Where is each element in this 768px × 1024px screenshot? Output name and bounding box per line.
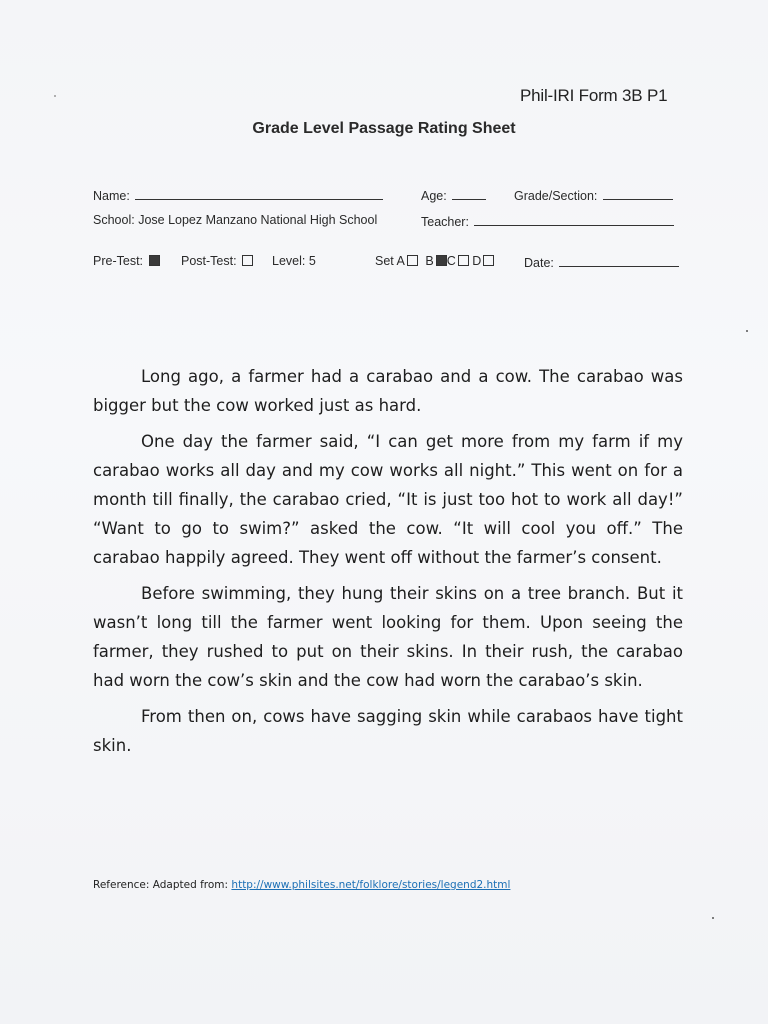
- level-label: Level:: [272, 254, 306, 268]
- passage-paragraph-1: Long ago, a farmer had a carabao and a cow. The carabao was bigger but the cow worked just as hard.: [93, 367, 683, 415]
- age-label: Age:: [421, 189, 447, 203]
- passage-paragraph-2: One day the farmer said, “I can get more from my farm if my carabao works all day and my cow works all night.” This went on for a month till finally, the carabao cried, “It is just too hot to work all day!” “Want to go to swim?” asked the cow. “It will cool you off.” The carabao happily agreed. They went off without the farmer’s consent.: [93, 432, 683, 567]
- school-label: School:: [93, 213, 135, 227]
- age-field[interactable]: [452, 187, 486, 200]
- passage-paragraph-3: Before swimming, they hung their skins on a tree branch. But it wasn’t long till the farmer went looking for them. Upon seeing the farmer, they rushed to put on their skins. In their rush, the carabao had worn the cow’s skin and the cow had worn the carabao’s skin.: [93, 584, 683, 690]
- pretest-label: Pre-Test:: [93, 254, 144, 268]
- set-b-checkbox[interactable]: [436, 255, 447, 266]
- set-d-checkbox[interactable]: [483, 255, 494, 266]
- test-row: [93, 254, 160, 268]
- date-field[interactable]: [559, 254, 679, 267]
- date-label: Date:: [524, 256, 554, 270]
- set-a-label: Set A: [375, 254, 405, 268]
- scan-speck: [746, 330, 748, 332]
- name-row: [93, 187, 383, 203]
- set-c-checkbox[interactable]: [458, 255, 469, 266]
- reference-label: Reference: Adapted from:: [93, 879, 229, 891]
- pretest-checkbox[interactable]: [149, 255, 160, 266]
- level-value: 5: [308, 254, 316, 268]
- posttest-row: [181, 254, 253, 268]
- teacher-label: Teacher:: [421, 215, 469, 229]
- set-c-label: C: [446, 254, 456, 268]
- grade-section-label: Grade/Section:: [514, 189, 598, 203]
- school-value: Jose Lopez Manzano National High School: [138, 213, 378, 227]
- set-d-label: D: [472, 254, 482, 268]
- posttest-label: Post-Test:: [181, 254, 237, 268]
- reading-passage: [93, 362, 683, 767]
- date-row: [524, 254, 679, 270]
- scan-speck: [712, 917, 714, 919]
- set-row: [375, 254, 494, 268]
- teacher-field[interactable]: [474, 213, 674, 226]
- reference-link[interactable]: http://www.philsites.net/folklore/stories/legend2.html: [231, 879, 511, 891]
- grade-section-row: [514, 187, 673, 203]
- level-row: [272, 254, 316, 268]
- grade-section-field[interactable]: [603, 187, 673, 200]
- set-a-checkbox[interactable]: [407, 255, 418, 266]
- passage-paragraph-4: From then on, cows have sagging skin while carabaos have tight skin.: [93, 707, 683, 755]
- name-label: Name:: [93, 189, 130, 203]
- posttest-checkbox[interactable]: [242, 255, 253, 266]
- sheet-title: Grade Level Passage Rating Sheet: [252, 120, 516, 137]
- reference-line: [93, 879, 510, 891]
- form-id: Phil-IRI Form 3B P1: [520, 86, 668, 105]
- school-row: [93, 213, 377, 227]
- age-row: [421, 187, 486, 203]
- set-b-label: B: [425, 254, 434, 268]
- teacher-row: [421, 213, 674, 229]
- scan-speck: [54, 95, 56, 97]
- name-field[interactable]: [135, 187, 383, 200]
